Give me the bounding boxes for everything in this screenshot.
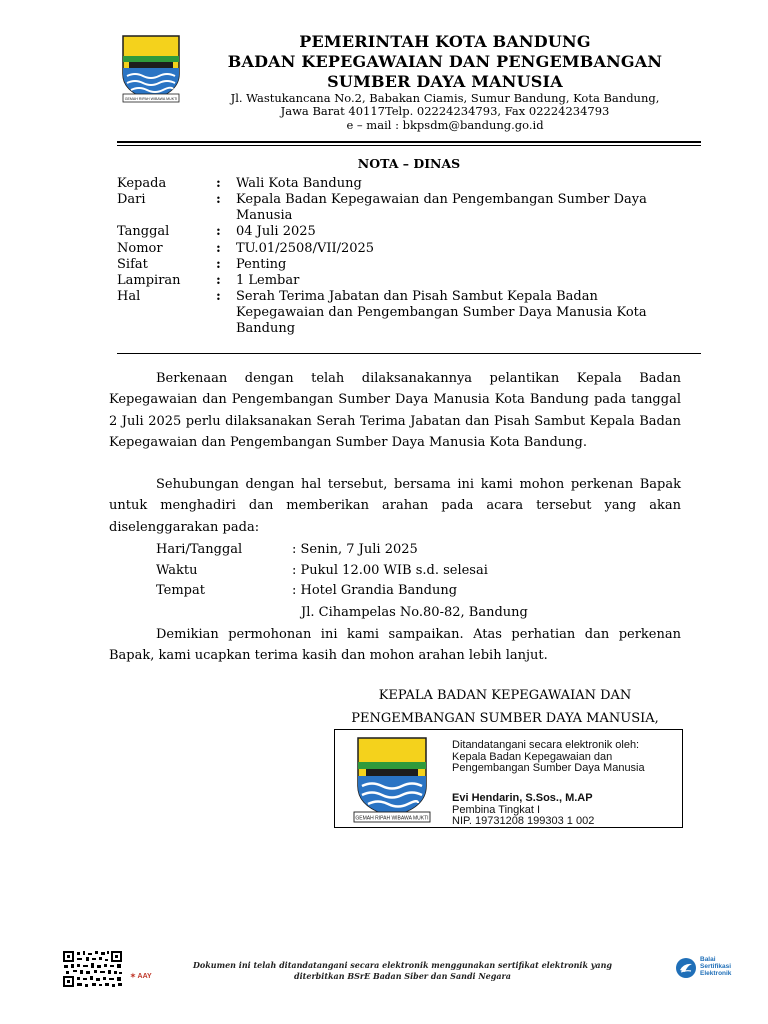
detail-label-time: Waktu xyxy=(156,563,198,578)
memo-title: NOTA – DINAS xyxy=(357,156,461,171)
paragraph-1 xyxy=(109,368,681,454)
signed-by-label: Ditandatangani secara elektronik oleh: xyxy=(452,739,640,751)
paragraph-1-text: Berkenaan dengan telah dilaksanakannya pelantikan Kepala Badan Kepegawaian dan Pengembangan Sumber Daya Manusia Kota Bandung pada tanggal 2 Juli 2025 perlu dilaksanakan Serah Terima Jabatan dan Pisah Sambut Kepala Badan Kepegawaian dan Pengembangan Sumber Daya Manusia Kota Bandung. xyxy=(109,371,681,451)
signer-name: Evi Hendarin, S.Sos., M.AP xyxy=(452,792,593,804)
signatory-title-line2: PENGEMBANGAN SUMBER DAYA MANUSIA, xyxy=(351,711,659,726)
detail-value-place: : Hotel Grandia Bandung xyxy=(292,583,458,598)
field-value-tanggal: 04 Juli 2025 xyxy=(236,224,316,239)
paragraph-2-text: Sehubungan dengan hal tersebut, bersama ini kami mohon perkenan Bapak untuk menghadiri dan memberikan arahan pada acara tersebut yang akan diselenggarakan pada: xyxy=(109,477,681,535)
detail-label-date: Hari/Tanggal xyxy=(156,542,243,557)
detail-value-time: : Pukul 12.00 WIB s.d. selesai xyxy=(292,563,488,578)
bandung-coat-of-arms-logo xyxy=(352,736,432,824)
signatory-title-line1: KEPALA BADAN KEPEGAWAIAN DAN xyxy=(378,688,632,703)
field-label-dari: Dari xyxy=(117,192,146,207)
qr-code-icon xyxy=(62,950,123,988)
bandung-coat-of-arms-logo xyxy=(119,34,183,104)
field-value-kepada: Wali Kota Bandung xyxy=(236,176,362,191)
field-value-sifat: Penting xyxy=(236,257,287,272)
field-colon: : xyxy=(216,257,221,272)
memo-divider xyxy=(117,353,701,354)
field-value-dari: Kepala Badan Kepegawaian dan Pengembangan Sumber Daya Manusia xyxy=(236,192,647,223)
email-line: e – mail : bkpsdm@bandung.go.id xyxy=(346,118,544,132)
field-value-lampiran: 1 Lembar xyxy=(236,273,300,288)
paragraph-3 xyxy=(109,624,681,667)
field-label-kepada: Kepada xyxy=(117,176,167,191)
footer-notice-line1: Dokumen ini telah ditandatangani secara elektronik menggunakan sertifikat elektronik yang xyxy=(192,960,613,970)
logo-motto-text: GEMAH RIPAH WIBAWA MUKTI xyxy=(355,815,429,822)
bse-label-line3: Elektronik xyxy=(700,970,732,977)
signer-office-line2: Pengembangan Sumber Daya Manusia xyxy=(452,762,645,774)
field-label-hal: Hal xyxy=(117,289,141,304)
detail-label-place: Tempat xyxy=(156,583,205,598)
signer-rank: Pembina Tingkat I xyxy=(452,804,541,816)
field-label-sifat: Sifat xyxy=(117,257,148,272)
bse-label-line1: Balai xyxy=(700,956,716,963)
field-label-lampiran: Lampiran xyxy=(117,273,181,288)
detail-value-date: : Senin, 7 Juli 2025 xyxy=(292,542,418,557)
bse-label xyxy=(700,956,731,977)
venue-address: Jl. Cihampelas No.80-82, Bandung xyxy=(301,605,528,620)
field-colon: : xyxy=(216,224,221,239)
bsre-logo-text: ✶ AAY xyxy=(130,973,152,980)
header-divider-thin xyxy=(117,145,701,146)
field-label-tanggal: Tanggal xyxy=(117,224,170,239)
field-value-hal: Serah Terima Jabatan dan Pisah Sambut Kepala Badan Kepegawaian dan Pengembangan Sumber Daya Manusia Kota Bandung xyxy=(236,289,647,336)
footer-notice-line2: diterbitkan BSrE Badan Siber dan Sandi Negara xyxy=(294,971,511,981)
field-colon: : xyxy=(216,192,221,207)
bsre-logo xyxy=(130,963,166,980)
field-label-nomor: Nomor xyxy=(117,241,163,256)
field-value-nomor: TU.01/2508/VII/2025 xyxy=(236,241,375,256)
field-colon: : xyxy=(216,273,221,288)
signer-nip: NIP. 19731208 199303 1 002 xyxy=(452,815,595,827)
field-colon: : xyxy=(216,176,221,191)
address-contact-line: Jawa Barat 40117Telp. 02224234793, Fax 02224234793 xyxy=(280,104,610,118)
address-line: Jl. Wastukancana No.2, Babakan Ciamis, Sumur Bandung, Kota Bandung, xyxy=(230,91,660,105)
bse-certification-logo-icon xyxy=(675,957,697,979)
government-name: PEMERINTAH KOTA BANDUNG xyxy=(299,32,591,51)
paragraph-2 xyxy=(109,474,681,538)
field-colon: : xyxy=(216,241,221,256)
bse-label-line2: Sertifikasi xyxy=(700,963,732,970)
signer-office-line1: Kepala Badan Kepegawaian dan xyxy=(452,751,613,763)
header-divider-thick xyxy=(117,141,701,143)
agency-name-line1: BADAN KEPEGAWAIAN DAN PENGEMBANGAN xyxy=(227,52,663,71)
agency-name-line2: SUMBER DAYA MANUSIA xyxy=(327,72,563,91)
logo-motto-text: GEMAH RIPAH WIBAWA MUKTI xyxy=(124,97,178,101)
field-colon: : xyxy=(216,289,221,304)
paragraph-3-text: Demikian permohonan ini kami sampaikan. Atas perhatian dan perkenan Bapak, kami ucapkan terima kasih dan mohon arahan lebih lanjut. xyxy=(109,627,681,664)
